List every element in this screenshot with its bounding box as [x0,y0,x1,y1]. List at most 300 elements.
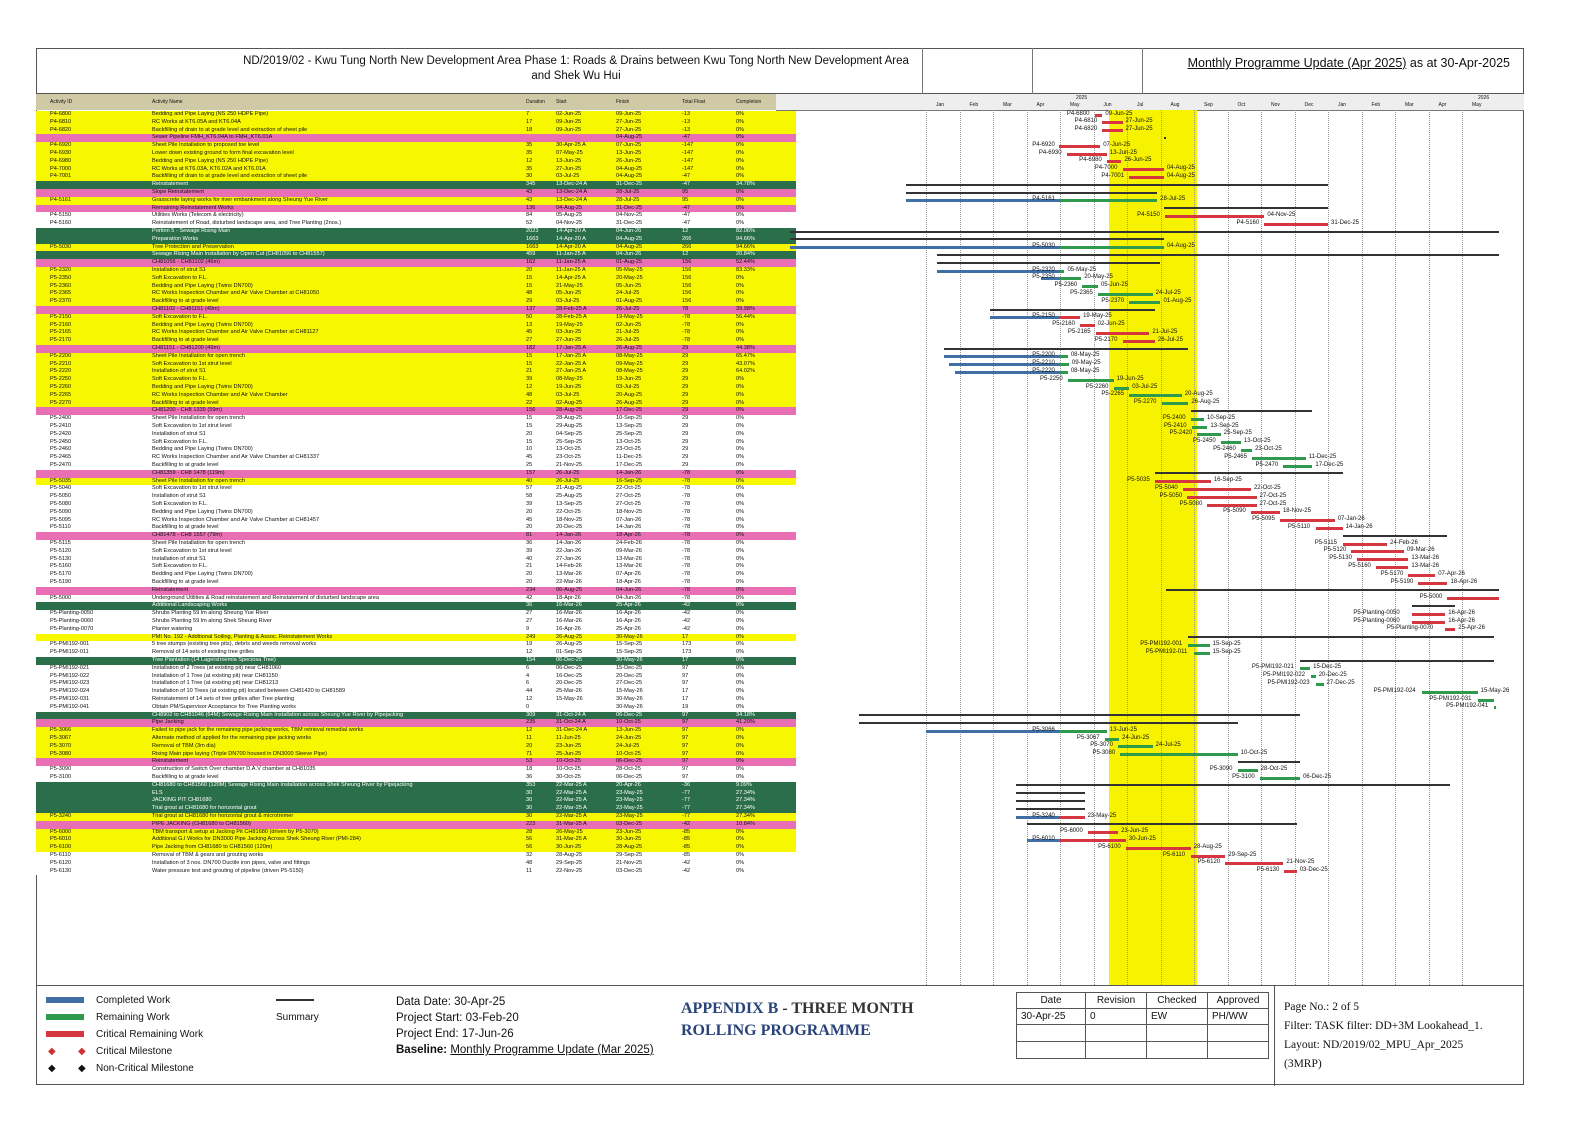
summary-bar[interactable] [1412,605,1456,607]
total-float: 97 [682,680,689,687]
wbs-summary-row[interactable] [36,306,796,314]
completion: 0% [736,579,745,585]
remaining-bar[interactable] [1197,433,1220,436]
summary-bar[interactable] [1188,636,1494,638]
wbs-summary-row[interactable] [36,189,796,197]
remaining-bar[interactable] [1260,777,1300,780]
wbs-summary-row[interactable] [36,821,796,829]
duration: 353 [526,781,536,788]
critical-remaining-bar[interactable] [1187,496,1256,499]
activity-row[interactable] [36,454,796,462]
activity-row[interactable] [36,852,796,860]
update-link[interactable]: Monthly Programme Update (Apr 2025) [1187,56,1407,70]
remaining-bar[interactable] [1118,745,1153,748]
remaining-bar[interactable] [1191,418,1204,421]
remaining-bar[interactable] [1060,277,1081,280]
activity-id: P4-6980 [50,157,72,164]
remaining-bar[interactable] [1238,769,1258,772]
critical-remaining-bar[interactable] [1088,831,1118,834]
activity-row[interactable] [36,735,796,743]
critical-remaining-bar[interactable] [1418,582,1447,585]
start-date: 22-Nov-25 [556,867,583,874]
wbs-summary-row[interactable] [36,470,796,478]
remaining-bar[interactable] [1060,371,1068,374]
remaining-bar[interactable] [1129,394,1181,397]
activity-row[interactable] [36,298,796,306]
activity-row[interactable] [36,665,796,673]
total-float: 173 [682,649,692,656]
activity-row[interactable] [36,368,796,376]
wbs-summary-row[interactable] [36,805,796,813]
summary-bar[interactable] [1027,823,1297,825]
total-float: -78 [682,501,691,507]
activity-name: Soft Excavation to 1st strut level [152,485,232,492]
wbs-summary-row[interactable] [36,205,796,213]
completion: 0% [736,423,745,429]
activity-row[interactable] [36,127,796,135]
start-date: 28-Aug-25 [556,407,583,414]
finish-date: 25-Sep-25 [616,430,643,437]
duration: 84 [526,212,533,219]
total-float: -42 [682,867,691,874]
wbs-summary-row[interactable] [36,712,796,720]
activity-id: P5-2400 [50,415,72,422]
wbs-summary-row[interactable] [36,259,796,267]
remaining-bar[interactable] [1162,402,1189,405]
critical-milestone-icon: ◆ [48,1046,56,1057]
summary-bar[interactable] [1155,472,1343,474]
activity-row[interactable] [36,813,796,821]
wbs-summary-row[interactable] [36,407,796,415]
total-float: 266 [682,235,692,242]
activity-row[interactable] [36,493,796,501]
critical-remaining-bar[interactable] [1102,129,1122,132]
critical-remaining-bar[interactable] [1123,340,1155,343]
critical-remaining-bar[interactable] [1412,613,1446,616]
activity-row[interactable] [36,509,796,517]
duration: 42 [526,594,533,601]
wbs-summary-row[interactable] [36,602,796,610]
remaining-bar[interactable] [1114,387,1130,390]
remaining-bar[interactable] [1221,441,1241,444]
col-duration[interactable]: Duration [526,99,545,105]
activity-row[interactable] [36,727,796,735]
activity-row[interactable] [36,283,796,291]
activity-row[interactable] [36,415,796,423]
remaining-bar[interactable] [1311,675,1315,678]
remaining-bar[interactable] [1098,293,1153,296]
finish-date: 04-Jun-26 [616,228,642,234]
finish-date: 26-Jun-25 [616,157,642,164]
activity-row[interactable] [36,158,796,166]
activity-row[interactable] [36,868,796,876]
bar-activity-label: P5-2360 [1054,282,1078,289]
total-float: -77 [682,813,691,819]
critical-remaining-bar[interactable] [1408,574,1435,577]
wbs-summary-row[interactable] [36,758,796,766]
activity-id: P5-2270 [50,399,72,406]
total-float: -78 [682,493,691,500]
finish-date: 23-May-25 [616,813,643,819]
activity-row[interactable] [36,142,796,150]
total-float: -47 [682,204,691,211]
baseline-value[interactable]: Monthly Programme Update (Mar 2025) [450,1044,654,1056]
wbs-summary-row[interactable] [36,719,796,727]
activity-name: CH81151 - CH81200 (49m) [152,345,220,351]
activity-row[interactable] [36,439,796,447]
completion: 0% [736,735,745,741]
remaining-bar[interactable] [1422,691,1478,694]
activity-row[interactable] [36,704,796,712]
summary-bar[interactable] [790,231,1499,233]
duration: 15 [526,415,533,422]
summary-bar[interactable] [944,348,1189,350]
completion: 0% [736,672,745,679]
start-date: 17-Jan-25 A [556,352,587,359]
activity-row[interactable] [36,517,796,525]
activity-row[interactable] [36,173,796,181]
critical-remaining-bar[interactable] [1060,316,1080,319]
wbs-summary-row[interactable] [36,236,796,244]
bar-finish-label: 10-Oct-25 [1240,750,1268,757]
activity-name: CH81359 - CH8 1478 (119m) [152,469,225,476]
critical-remaining-bar[interactable] [1191,855,1226,858]
summary-bar[interactable] [1016,792,1084,794]
activity-row[interactable] [36,501,796,509]
bar-finish-label: 21-Jul-25 [1152,328,1178,335]
bar-activity-label: P5-5160 [1348,562,1371,569]
remaining-bar[interactable] [1060,199,1157,202]
bar-finish-label: 06-Dec-25 [1303,773,1332,780]
summary-bar[interactable] [1238,761,1301,763]
wbs-summary-row[interactable] [36,181,796,189]
activity-row[interactable] [36,844,796,852]
remaining-bar[interactable] [1316,683,1324,686]
activity-row[interactable] [36,563,796,571]
wbs-summary-row[interactable] [36,345,796,353]
activity-row[interactable] [36,524,796,532]
wbs-summary-row[interactable] [36,782,796,790]
completion: 41.29% [736,719,755,726]
wbs-summary-row[interactable] [36,587,796,595]
wbs-summary-row[interactable] [36,251,796,259]
activity-row[interactable] [36,353,796,361]
critical-remaining-bar[interactable] [1445,628,1455,631]
remaining-bar[interactable] [1068,379,1114,382]
activity-id: P5-6130 [50,867,72,874]
remaining-bar[interactable] [1188,644,1209,647]
critical-remaining-bar[interactable] [1155,480,1211,483]
critical-remaining-bar[interactable] [1096,332,1150,335]
activity-row[interactable] [36,579,796,587]
critical-remaining-bar[interactable] [1107,160,1122,163]
activity-row[interactable] [36,275,796,283]
critical-remaining-bar[interactable] [1264,223,1328,226]
start-date: 16-Mar-26 [556,610,582,617]
duration: 27 [526,610,533,617]
critical-remaining-bar[interactable] [1095,114,1103,117]
activity-id: P5-5115 [50,540,71,546]
finish-date: 25-Apr-26 [616,602,641,609]
remaining-bar[interactable] [1283,465,1312,468]
critical-remaining-bar[interactable] [1123,168,1164,171]
duration: 17 [526,118,533,125]
finish-date: 03-Dec-25 [616,867,643,874]
critical-remaining-bar[interactable] [1102,121,1122,124]
activity-id: P5-5095 [50,516,72,523]
critical-remaining-bar[interactable] [1316,527,1343,530]
start-date: 16-Dec-25 [556,672,583,679]
activity-row[interactable] [36,548,796,556]
activity-row[interactable] [36,150,796,158]
critical-remaining-bar[interactable] [1225,862,1283,865]
activity-name: Reinstatement [152,758,189,765]
wbs-summary-row[interactable] [36,228,796,236]
start-date: 14-Apr-20 A [556,235,586,242]
bar-finish-label: 13-Jun-25 [1109,726,1137,733]
activity-row[interactable] [36,766,796,774]
activity-row[interactable] [36,860,796,868]
summary-bar[interactable] [1164,137,1166,139]
activity-row[interactable] [36,571,796,579]
activity-row[interactable] [36,361,796,369]
activity-row[interactable] [36,743,796,751]
summary-bar[interactable] [906,184,1328,186]
activity-row[interactable] [36,540,796,548]
summary-bar[interactable] [1016,784,1449,786]
duration: 71 [526,750,533,757]
wbs-summary-row[interactable] [36,657,796,665]
legend-noncrit-milestone-label: Non-Critical Milestone [96,1063,194,1074]
duration: 20 [526,267,533,273]
activity-row[interactable] [36,641,796,649]
month-label: Feb [1371,102,1381,108]
summary-bar[interactable] [1343,535,1448,537]
wbs-summary-row[interactable] [36,532,796,540]
summary-bar[interactable] [937,262,1160,264]
summary-bar[interactable] [1016,800,1084,802]
completion: 0% [736,438,745,445]
bar-finish-label: 07-Jan-26 [1337,516,1365,523]
activity-row[interactable] [36,680,796,688]
summary-bar[interactable] [937,254,1499,256]
activity-name: Installation of strut S1 [152,555,206,562]
finish-date: 20-Dec-25 [616,672,643,679]
critical-remaining-bar[interactable] [1060,145,1100,148]
timeline-header [776,94,1524,111]
remaining-bar[interactable] [1494,706,1496,709]
summary-bar[interactable] [1300,660,1494,662]
summary-bar[interactable] [790,238,1164,240]
critical-remaining-bar[interactable] [1183,488,1251,491]
finish-date: 04-Jun-26 [616,586,642,593]
summary-bar[interactable] [1164,207,1328,209]
critical-remaining-bar[interactable] [1447,597,1498,600]
activity-row[interactable] [36,423,796,431]
summary-bar[interactable] [990,309,1155,311]
remaining-bar[interactable] [1060,355,1068,358]
activity-row[interactable] [36,836,796,844]
activity-row[interactable] [36,111,796,119]
critical-remaining-bar[interactable] [1343,543,1388,546]
summary-bar[interactable] [1016,808,1084,810]
remaining-bar[interactable] [1241,449,1252,452]
remaining-bar[interactable] [1105,738,1120,741]
remaining-bar[interactable] [1252,457,1306,460]
activity-row[interactable] [36,696,796,704]
summary-bar[interactable] [859,722,1238,724]
critical-remaining-bar[interactable] [1412,621,1446,624]
activity-row[interactable] [36,610,796,618]
col-start[interactable]: Start [556,99,567,105]
critical-remaining-bar[interactable] [1251,511,1280,514]
activity-row[interactable] [36,212,796,220]
activity-row[interactable] [36,829,796,837]
duration: 162 [526,259,536,266]
remaining-bar[interactable] [1192,426,1208,429]
activity-row[interactable] [36,314,796,322]
critical-remaining-bar[interactable] [1165,215,1264,218]
critical-remaining-bar[interactable] [1060,816,1085,819]
critical-remaining-bar[interactable] [1376,566,1408,569]
critical-remaining-bar[interactable] [1284,870,1296,873]
total-float: 29 [682,407,689,414]
month-label: Dec [1304,102,1314,108]
bar-finish-label: 13-Sep-25 [1210,422,1239,429]
completion: 56.44% [736,313,755,320]
activity-row[interactable] [36,618,796,626]
bar-finish-label: 23-May-25 [1087,812,1117,819]
remaining-bar[interactable] [1300,667,1310,670]
bar-activity-label: P4-5161 [1032,196,1055,203]
activity-id: P5-2420 [50,430,72,437]
wbs-summary-row[interactable] [36,634,796,642]
bar-activity-label: P5-5080 [1179,500,1203,507]
activity-row[interactable] [36,688,796,696]
activity-row[interactable] [36,751,796,759]
col-activity-name[interactable]: Activity Name [152,99,183,105]
layout-text: Layout: ND/2019/02_MPU_Apr_2025 [1284,1039,1464,1051]
bar-finish-label: 23-Jun-25 [1121,828,1149,835]
activity-row[interactable] [36,626,796,634]
activity-row[interactable] [36,220,796,228]
activity-row[interactable] [36,267,796,275]
activity-row[interactable] [36,392,796,400]
summary-bar[interactable] [906,192,1157,194]
duration: 40 [526,555,533,562]
activity-row[interactable] [36,119,796,127]
col-total-float[interactable]: Total Float [682,99,706,105]
critical-remaining-bar[interactable] [1060,839,1126,842]
baseline-label: Baseline: [396,1044,451,1056]
activity-id: P4-5161 [50,196,72,203]
col-activity-id[interactable]: Activity ID [50,99,73,105]
completion: 0% [736,134,745,141]
critical-remaining-bar[interactable] [1067,153,1107,156]
activity-row[interactable] [36,478,796,486]
remaining-bar[interactable] [1060,246,1164,249]
critical-remaining-bar[interactable] [1280,519,1335,522]
col-completion[interactable]: Completion [736,99,762,105]
completion: 0% [736,196,745,203]
completion: 0% [736,852,745,858]
col-finish[interactable]: Finish [616,99,630,105]
remaining-bar[interactable] [1082,285,1098,288]
activity-row[interactable] [36,166,796,174]
completion: 0% [736,610,745,617]
remaining-bar[interactable] [1120,753,1237,756]
wbs-summary-row[interactable] [36,790,796,798]
activity-row[interactable] [36,774,796,782]
page-info [1284,998,1483,1074]
duration: 36 [526,540,533,546]
completion: 0% [736,703,745,710]
activity-row[interactable] [36,431,796,439]
critical-remaining-bar[interactable] [1129,176,1164,179]
critical-remaining-bar[interactable] [1080,324,1095,327]
summary-bar[interactable] [859,714,1300,716]
summary-bar[interactable] [1166,589,1499,591]
activity-name: Soft Excavation to F.L. [152,438,208,445]
activity-row[interactable] [36,485,796,493]
completion: 0% [736,696,745,702]
completion: 34.18% [736,711,755,718]
remaining-bar[interactable] [1129,301,1160,304]
remaining-bar[interactable] [1194,652,1210,655]
finish-date: 20-Apr-26 [616,781,641,788]
finish-date: 09-Mar-26 [616,547,642,554]
remaining-bar[interactable] [1060,363,1069,366]
activity-row[interactable] [36,290,796,298]
critical-remaining-bar[interactable] [1357,558,1408,561]
summary-bar[interactable] [1191,410,1313,412]
activity-row[interactable] [36,376,796,384]
activity-row[interactable] [36,673,796,681]
remaining-bar[interactable] [1060,730,1107,733]
activity-row[interactable] [36,556,796,564]
activity-row[interactable] [36,337,796,345]
total-float: 29 [682,391,689,398]
remaining-bar[interactable] [1060,270,1064,273]
activity-row[interactable] [36,400,796,408]
finish-date: 13-Oct-25 [616,438,641,445]
activity-name: RC Works Inspection Chamber and Air Valve Chamber [152,391,288,398]
activity-row[interactable] [36,446,796,454]
wbs-summary-row[interactable] [36,797,796,805]
activity-row[interactable] [36,329,796,337]
remaining-bar[interactable] [1478,699,1495,702]
critical-remaining-bar[interactable] [1126,847,1191,850]
start-date: 03-Jul-25 [556,298,580,305]
activity-row[interactable] [36,462,796,470]
critical-remaining-bar[interactable] [1207,504,1256,507]
bar-activity-label: P5-Planting-0050 [1353,609,1400,616]
activity-name: Obtain PM/Supervisor Acceptance for Tree Planting works [152,703,296,710]
critical-remaining-bar[interactable] [1351,550,1403,553]
start-date: 14-Apr-25 A [556,274,586,281]
activity-row[interactable] [36,384,796,392]
activity-row[interactable] [36,322,796,330]
activity-row[interactable] [36,595,796,603]
wbs-summary-row[interactable] [36,134,796,142]
month-label: Sep [1204,102,1213,108]
bar-activity-label: P5-PMI192-022 [1263,672,1306,679]
completed-bar[interactable] [790,246,1060,249]
activity-row[interactable] [36,197,796,205]
activity-row[interactable] [36,649,796,657]
activity-row[interactable] [36,244,796,252]
finish-date: 06-Dec-25 [616,774,643,780]
